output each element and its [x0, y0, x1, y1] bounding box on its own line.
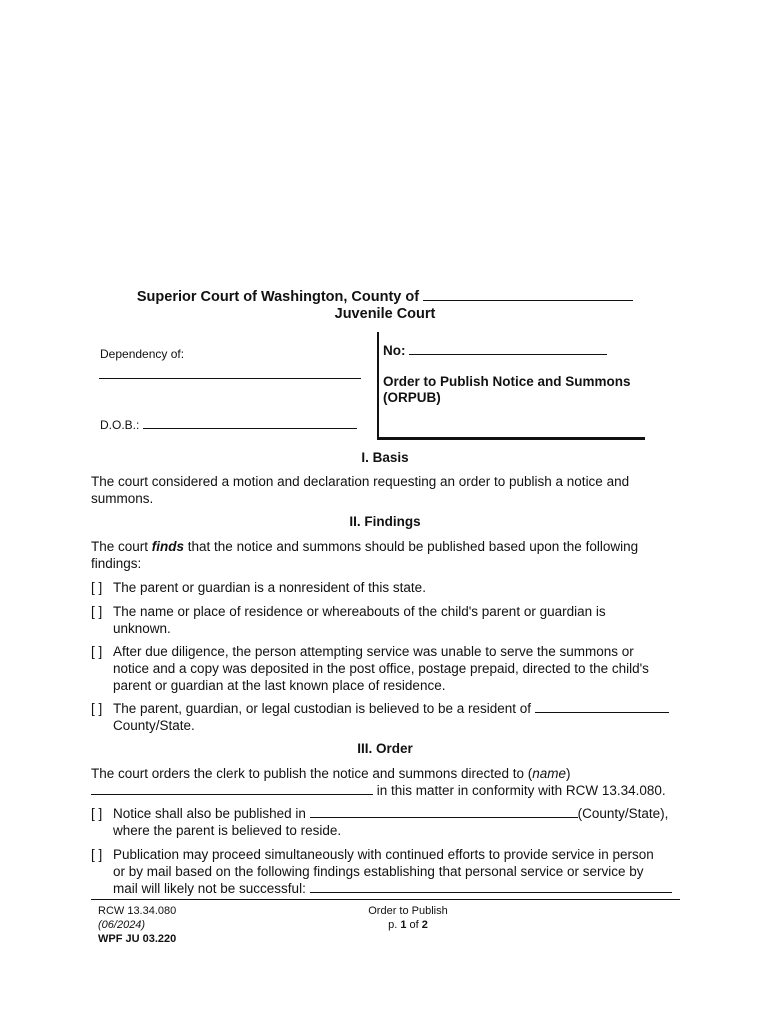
footer-page-number: 1: [400, 919, 407, 931]
case-number-field: [383, 343, 607, 359]
findings-explanation-blank[interactable]: [310, 880, 672, 893]
order-item-2-line3: [113, 880, 683, 897]
order-text-prefix: The court orders the clerk to publish the notice and summons directed to (: [91, 766, 533, 781]
directed-to-name-blank[interactable]: [91, 782, 373, 795]
footer-center: [338, 904, 478, 932]
findings-intro-suffix: that the notice and summons should be published based upon the following: [184, 539, 639, 554]
case-number-label: No:: [383, 343, 406, 358]
order-item-1-text: [113, 805, 683, 839]
footer-rule: [91, 899, 680, 900]
finding-item-2-text: [113, 603, 683, 637]
dependency-label: Dependency of:: [100, 347, 185, 361]
finding-checkbox-1[interactable]: [ ]: [91, 580, 103, 595]
finding-item-1-text: The parent or guardian is a nonresident of this state.: [113, 580, 426, 595]
order-item-1-prefix: Notice shall also be published in: [113, 806, 306, 821]
finding-item-nonresident: [91, 579, 691, 596]
finding-item-4-line1-text: The parent, guardian, or legal custodian is believed to be a resident of: [113, 701, 532, 716]
basis-heading: I. Basis: [361, 450, 409, 465]
order-text-emph: name: [532, 766, 567, 781]
dob-field: [100, 417, 357, 432]
footer-rcw: RCW 13.34.080: [98, 905, 177, 917]
finding-item-4-text: [113, 700, 683, 734]
footer-page-total: 2: [421, 919, 428, 931]
county-blank[interactable]: [423, 288, 633, 301]
finding-item-3-text: [113, 643, 683, 694]
order-item-2-line1: Publication may proceed simultaneously with continued efforts to provide service in person: [113, 847, 654, 862]
order-text-line2: [91, 782, 691, 799]
finding-item-due-diligence: [91, 643, 691, 694]
resident-county-blank[interactable]: [535, 700, 669, 713]
form-title-line2: (ORPUB): [383, 390, 441, 405]
finding-checkbox-4[interactable]: [ ]: [91, 701, 103, 716]
dob-blank[interactable]: [143, 417, 357, 429]
findings-heading: II. Findings: [349, 514, 421, 529]
order-checkbox-1[interactable]: [ ]: [91, 806, 103, 821]
finding-item-2-line1: The name or place of residence or whereabouts of the child's parent or guardian is: [113, 604, 606, 619]
court-subtitle: Juvenile Court: [334, 306, 436, 322]
finding-item-4-line1: [113, 700, 683, 717]
order-text-line2-text: in this matter in conformity with RCW 13.34.080.: [376, 783, 666, 798]
court-title-text: Superior Court of Washington, County of: [136, 289, 420, 305]
order-item-2-line2: or by mail based on the following findings establishing that personal service or service by: [113, 864, 644, 879]
footer-left: [98, 904, 176, 946]
court-title: [0, 288, 770, 305]
caption-divider: [377, 332, 379, 438]
footer-form-number: WPF JU 03.220: [98, 933, 177, 945]
findings-intro-line2: findings:: [91, 556, 142, 571]
finding-item-3-line2: notice and a copy was deposited in the post office, postage prepaid, directed to the child's: [113, 661, 649, 676]
order-heading: III. Order: [357, 741, 413, 756]
order-item-also-published: [91, 805, 691, 839]
dob-label: D.O.B.:: [100, 418, 140, 432]
finding-item-2-line2: unknown.: [113, 621, 171, 636]
findings-intro: [91, 538, 691, 572]
footer-page-prefix: p.: [388, 919, 401, 931]
form-title: [383, 374, 631, 406]
finding-item-4-line2: County/State.: [113, 718, 195, 733]
order-item-2-text: [113, 846, 683, 897]
form-title-line1: Order to Publish Notice and Summons: [383, 374, 631, 389]
order-checkbox-2[interactable]: [ ]: [91, 847, 103, 862]
finding-item-3-line1: After due diligence, the person attempting service was unable to serve the summons or: [113, 644, 634, 659]
order-item-1-line1: [113, 805, 683, 822]
findings-intro-emph: finds: [151, 539, 185, 554]
order-item-1-suffix: (County/State),: [577, 806, 669, 821]
footer-title: Order to Publish: [368, 905, 448, 917]
footer-page: [338, 918, 478, 932]
finding-item-3-line3: parent or guardian at the last known place of residence.: [113, 678, 446, 693]
finding-item-unknown: [91, 603, 691, 637]
case-number-blank[interactable]: [409, 343, 607, 355]
finding-checkbox-2[interactable]: [ ]: [91, 604, 103, 619]
order-item-2-line3-text: mail will likely not be successful:: [113, 881, 306, 896]
publish-county-blank[interactable]: [310, 805, 578, 818]
finding-checkbox-3[interactable]: [ ]: [91, 644, 103, 659]
footer-date: (06/2024): [98, 919, 146, 931]
order-item-simultaneous: [91, 846, 691, 897]
caption-bottom-rule: [377, 437, 645, 440]
order-text-suffix: ): [566, 766, 571, 781]
order-text: [91, 765, 691, 799]
findings-intro-line1: [91, 538, 691, 555]
basis-text-line1: The court considered a motion and declaration requesting an order to publish a notice and: [91, 474, 630, 489]
footer-page-of: of: [406, 919, 422, 931]
basis-text: [91, 473, 691, 507]
findings-intro-prefix: The court: [91, 539, 152, 554]
order-text-line1: [91, 765, 691, 782]
dependency-name-blank[interactable]: [99, 378, 361, 379]
basis-text-line2: summons.: [91, 491, 154, 506]
finding-item-resident: [91, 700, 691, 734]
order-item-1-line2: where the parent is believed to reside.: [113, 823, 342, 838]
